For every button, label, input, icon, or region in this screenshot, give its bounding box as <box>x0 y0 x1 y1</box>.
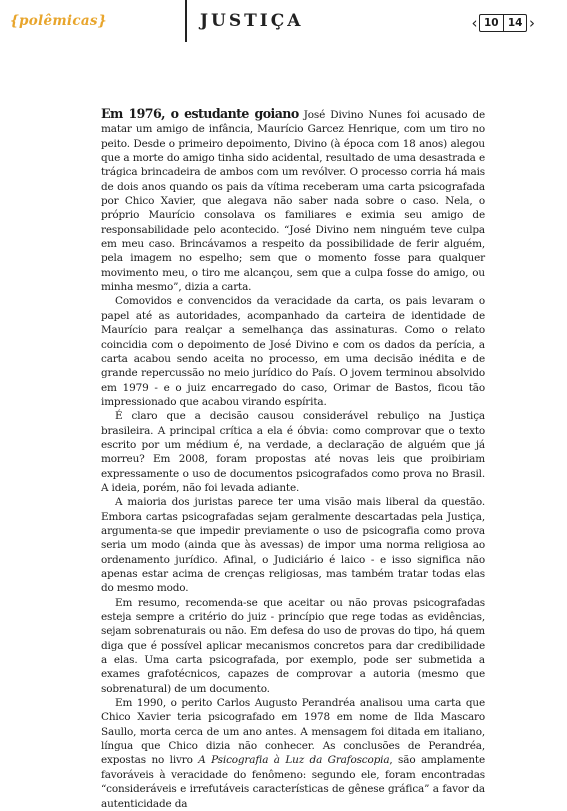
header-divider <box>185 0 187 42</box>
section-title: JUSTIÇA <box>200 11 304 31</box>
article-paragraph <box>101 107 485 294</box>
article-paragraph: Comovidos e convencidos da veracidade da carta, os pais levaram o papel até as autoridades, acompanhado da carteira de identidade de Maurício para realçar a semelhança das assinaturas. Como o relato coincidia com o depoimento de José Divino e com os dados da perícia, a carta acabou sendo aceita no processo, em uma decisão inédita e de grande repercussão no meio jurídico do País. O jovem terminou absolvido em 1979 - e o juiz encarregado do caso, Orimar de Bastos, ficou tão impressionado que acabou virando espírita. <box>101 295 485 408</box>
total-pages-number: 14 <box>507 17 523 29</box>
book-title: A Psicografia à Luz da Grafoscopia <box>198 754 390 767</box>
paragraph-text-tail: , são amplamente favoráveis à veracidade do fenômeno: segundo ele, foram encontradas “consideráveis e irrefutáveis características de gênese gráfica” a favor da autenticidade da <box>101 754 485 810</box>
article-lead-in: Em 1976, o estudante goiano <box>101 106 299 121</box>
paragraph-text: Em 1990, o perito Carlos Augusto Perandréa analisou uma carta que Chico Xavier teria psicografado em 1978 em nome de Ilda Mascaro Saullo, morta cerca de um ano antes. A mensagem foi ditada em italiano, língua que Chico dizia não conhecer. As conclusões de Perandréa, expostas no livro <box>101 697 485 767</box>
previous-page-arrow-icon[interactable]: ‹ <box>471 14 478 32</box>
article-body <box>101 107 485 811</box>
magazine-section-brand: {polêmicas} <box>10 13 107 29</box>
current-page-number: 10 <box>484 17 499 29</box>
paragraph-text: José Divino Nunes foi acusado de matar um amigo de infância, Maurício Garcez Henrique, com um tiro no peito. Desde o primeiro depoimento, Divino (à época com 18 anos) alegou que a morte do amigo tinha sido acidental, resultado de uma desastrada e trágica brincadeira de ambos com um revólver. O processo corria há mais de dois anos quando os pais da vítima receberam uma carta psicografada por Chico Xavier, que alegava não saber nada sobre o caso. Nela, o próprio Maurício consolava os familiares e eximia seu amigo de responsabilidade pelo acontecido. “José Divino nem ninguém teve culpa em meu caso. Brincávamos a respeito da possibilidade de ferir alguém, pela imagem no espelho; sem que o momento fosse para qualquer movimento meu, o tiro me alcançou, sem que a culpa fosse do amigo, ou minha mesmo”, dizia a carta. <box>101 109 486 294</box>
article-paragraph: É claro que a decisão causou considerável rebuliço na Justiça brasileira. A principal crítica a ela é óbvia: como comprovar que o texto escrito por um médium é, na verdade, a declaração de alguém que já morreu? Em 2008, foram propostas até novas leis que proibiriam expressamente o uso de documentos psicografados como prova no Brasil. A ideia, porém, não foi levada adiante. <box>101 410 485 494</box>
next-page-arrow-icon[interactable]: › <box>528 14 535 32</box>
page-number-separator <box>503 15 504 31</box>
article-paragraph: A maioria dos juristas parece ter uma visão mais liberal da questão. Embora cartas psicografadas sejam geralmente descartadas pela Justiça, argumenta-se que impedir previamente o uso de psicografia como prova seria um modo (ainda que às avessas) de impor uma norma religiosa ao ordenamento jurídico. Afinal, o Judiciário é laico - e isso significa não apenas estar acima de crenças religiosas, mas também tratar todas elas do mesmo modo. <box>101 496 485 595</box>
page-header <box>0 0 567 44</box>
page-navigator <box>470 13 548 33</box>
article-paragraph: Em resumo, recomenda-se que aceitar ou não provas psicografadas esteja sempre a critério do juiz - princípio que rege todas as evidências, sejam sobrenaturais ou não. Em defesa do uso de provas do tipo, há quem diga que é possível aplicar mecanismos concretos para dar credibilidade a elas. Uma carta psicografada, por exemplo, pode ser submetida a exames grafotécnicos, capazes de comprovar a autoria (mesmo que sobrenatural) de um documento. <box>101 596 485 695</box>
article-paragraph <box>101 696 485 811</box>
page-number-box <box>479 14 527 32</box>
